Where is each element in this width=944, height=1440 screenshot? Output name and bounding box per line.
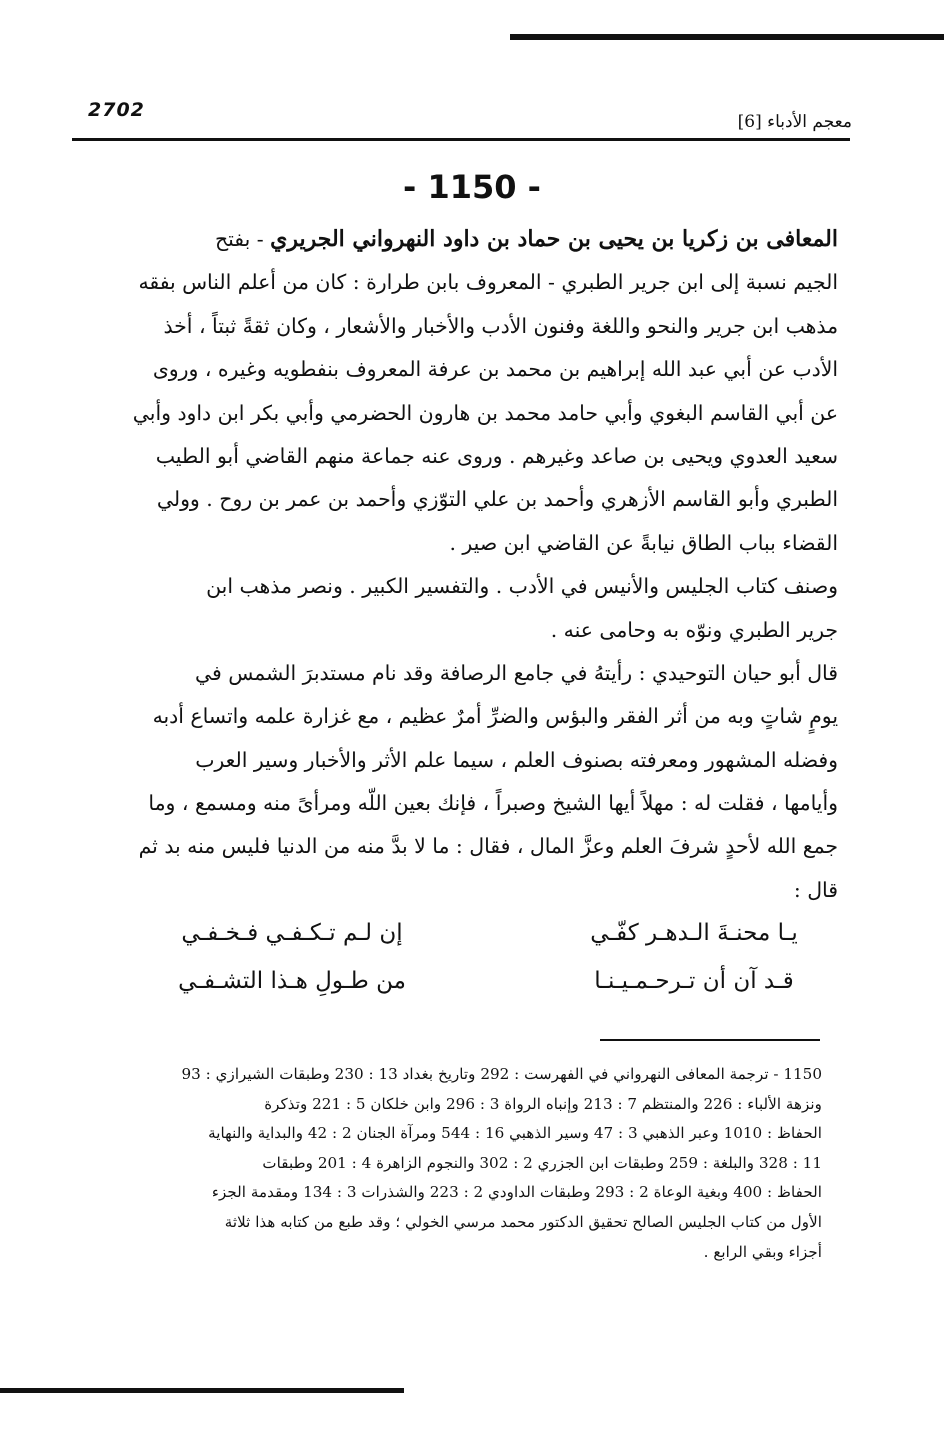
footnote-line: 11 : 328 والبلغة : 259 وطبقات ابن الجزري 2 : 302 والنجوم الزاهرة 4 : 201 وطبقات — [262, 1153, 822, 1172]
body-line: عن أبي القاسم البغوي وأبي حامد محمد بن هارون الحضرمي وأبي بكر ابن داود وأبي — [132, 400, 838, 425]
footnote — [76, 1060, 822, 1267]
footnote-line: الحفاظ : 400 وبغية الوعاة 2 : 293 وطبقات الداودي 2 : 223 والشذرات 3 : 134 ومقدمة الجزء — [211, 1183, 822, 1202]
body-line: وأيامها ، فقلت له : مهلاً أيها الشيخ وصبراً ، فإنك بعين اللّه ومرأىً منه ومسمع ، وما — [148, 791, 838, 816]
verse-1-first-hemistich: يـا محنـةَ الـدهـر كفّـي — [590, 920, 798, 946]
footnote-line: الحفاظ : 1010 وعبر الذهبي 3 : 47 وسير الذهبي 16 : 544 ومرآة الجنان 2 : 42 والبداية والنهاية — [208, 1124, 822, 1143]
body-line: وصنف كتاب الجليس والأنيس في الأدب . والتفسير الكبير . ونصر مذهب ابن — [206, 574, 838, 599]
body-line: القضاء بباب الطاق نيابةً عن القاضي ابن صير . — [449, 530, 838, 555]
page-number: 2702 — [88, 99, 145, 121]
footnote-rule — [600, 1039, 820, 1041]
body-line: الجيم نسبة إلى ابن جرير الطبري - المعروف بابن طرارة : كان من أعلم الناس بفقه — [138, 270, 838, 295]
body-line: قال أبو حيان التوحيدي : رأيتهُ في جامع الرصافة وقد نام مستدبرَ الشمس في — [195, 660, 838, 685]
running-head: معجم الأدباء [6] — [737, 112, 852, 132]
footnote-line: الأول من كتاب الجليس الصالح تحقيق الدكتور محمد مرسي الخولي ؛ وقد طبع من كتابه هذا ثلاثة — [224, 1212, 822, 1231]
entry-title-tail: - بفتح — [214, 227, 271, 251]
body-line: جرير الطبري ونوّه به وحامى عنه . — [550, 617, 838, 642]
footnote-line: أجزاء وبقي الرابع . — [703, 1242, 822, 1261]
bottom-rule — [0, 1388, 404, 1393]
entry-body — [80, 218, 838, 912]
body-line: وفضله المشهور ومعرفته بصنوف العلم ، سيما علم الأثر والأخبار وسير العرب — [195, 747, 838, 772]
entry-title-line — [80, 218, 838, 261]
body-line: جمع الله لأحدٍ شرفَ العلم وعزَّ المال ، فقال : ما لا بدَّ منه من الدنيا فليس منه بد ثم — [138, 834, 838, 859]
entry-number: - 1150 - — [403, 168, 541, 206]
verse-1-second-hemistich: إن لـم تـكـفـي فـخـفـي — [181, 920, 403, 946]
verse-2-first-hemistich: قـد آن أن تـرحـمـيـنـا — [594, 968, 794, 994]
body-line: يومٍ شاتٍ وبه من أثر الفقر والبؤس والضرِّ أمرٌ عظيم ، مع غزارة علمه واتساع أدبه — [152, 704, 838, 729]
body-line: الطبري وأبو القاسم الأزهري وأحمد بن علي التوّزي وأحمد بن عمر بن روح . وولي — [156, 487, 838, 512]
body-line: الأدب عن أبي عبد الله إبراهيم بن محمد بن عرفة المعروف بنفطويه وغيره ، وروى — [152, 357, 838, 382]
footnote-line: 1150 - ترجمة المعافى النهرواني في الفهرست : 292 وتاريخ بغداد 13 : 230 وطبقات الشيرازي : 93 — [181, 1065, 822, 1083]
verse-2-second-hemistich: من طـولِ هـذا التشـفـي — [178, 968, 406, 994]
body-line: سعيد العدوي ويحيى بن صاعد وغيرهم . وروى عنه جماعة منهم القاضي أبو الطيب — [155, 443, 838, 468]
body-line: مذهب ابن جرير والنحو واللغة وفنون الأدب والأخبار والأشعار ، وكان ثقةً ثبتاً ، أخذ — [163, 313, 838, 338]
body-line: قال : — [793, 877, 838, 902]
footnote-line: ونزهة الألباء : 226 والمنتظم 7 : 213 وإنباه الرواة 3 : 296 وابن خلكان 5 : 221 وتذكرة — [264, 1094, 822, 1113]
entry-title: المعافى بن زكريا بن يحيى بن حماد بن داود النهرواني الجريري — [270, 226, 838, 252]
header-rule — [72, 138, 850, 141]
top-rule — [510, 34, 944, 40]
